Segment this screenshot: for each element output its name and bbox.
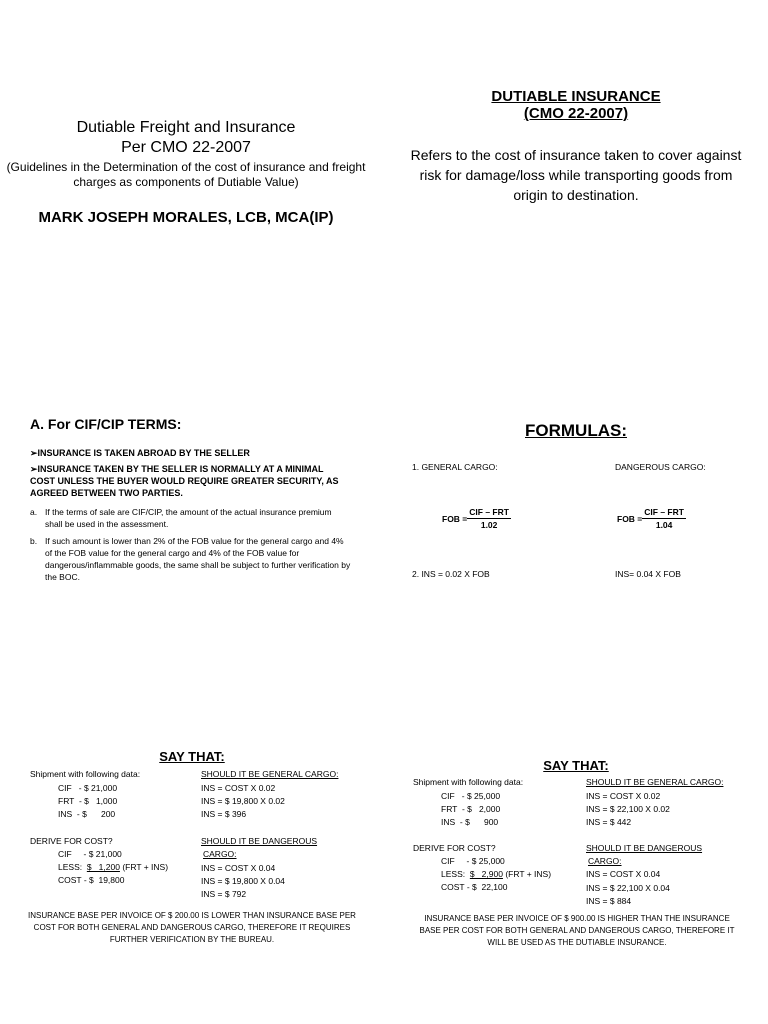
less-amount: $ 1,200 xyxy=(86,862,120,872)
dangerous-heading-2: CARGO: xyxy=(203,849,237,859)
denominator-general: 1.02 xyxy=(480,520,498,530)
denominator-dangerous: 1.04 xyxy=(655,520,673,530)
author-name: MARK JOSEPH MORALES, LCB, MCA(IP) xyxy=(38,209,334,226)
ins-value: INS - $ 200 xyxy=(58,809,116,819)
derive-cif: CIF - $ 25,000 xyxy=(441,856,505,866)
dangerous-heading-1: SHOULD IT BE DANGEROUS xyxy=(201,836,318,846)
dangerous-line-2: INS = $ 22,100 X 0.04 xyxy=(586,883,670,893)
dangerous-cargo-label: DANGEROUS CARGO: xyxy=(615,462,706,472)
item-a-letter: a. xyxy=(30,507,38,517)
slide-title-line2: Per CMO 22-2007 xyxy=(121,139,251,156)
numerator-dangerous: CIF – FRT xyxy=(644,507,684,517)
slide-example-2 xyxy=(384,682,768,1023)
frt-value: FRT - $ 1,000 xyxy=(58,796,118,806)
slide-example-1 xyxy=(0,682,384,1023)
definition-text: Refers to the cost of insurance taken to cover against risk for damage/loss while transporting goods from origin to destination. xyxy=(410,147,742,203)
slide-title xyxy=(0,0,384,341)
general-line-2: INS = $ 22,100 X 0.02 xyxy=(586,804,670,814)
slide-heading-line1: DUTIABLE INSURANCE xyxy=(491,88,661,105)
derive-label: DERIVE FOR COST? xyxy=(413,843,496,853)
derive-label: DERIVE FOR COST? xyxy=(30,836,113,846)
less-amount: $ 2,900 xyxy=(469,869,503,879)
general-cargo-label: 1. GENERAL CARGO: xyxy=(412,462,498,472)
fraction-general xyxy=(467,507,511,530)
dangerous-heading-2: CARGO: xyxy=(588,856,622,866)
item-a-text: If the terms of sale are CIF/CIP, the amount of the actual insurance premium shall be used in the assessment. xyxy=(45,507,332,529)
example-heading: SAY THAT: xyxy=(543,758,609,773)
derive-cost: COST - $ 19,800 xyxy=(58,875,125,885)
bullet-1: ➢INSURANCE IS TAKEN ABROAD BY THE SELLER xyxy=(30,448,250,458)
dangerous-heading-1: SHOULD IT BE DANGEROUS xyxy=(586,843,703,853)
ins-value: INS - $ 900 xyxy=(441,817,499,827)
dangerous-line-1: INS = COST X 0.04 xyxy=(586,869,661,879)
fob-label-dangerous: FOB = xyxy=(617,513,643,524)
dangerous-line-2: INS = $ 19,800 X 0.04 xyxy=(201,876,285,886)
shipment-label: Shipment with following data: xyxy=(30,769,141,779)
ins-general-formula: 2. INS = 0.02 X FOB xyxy=(412,569,490,579)
dangerous-line-3: INS = $ 884 xyxy=(586,896,632,906)
dangerous-line-3: INS = $ 792 xyxy=(201,889,247,899)
numerator-general: CIF – FRT xyxy=(469,507,509,517)
slide-subtitle: (Guidelines in the Determination of the cost of insurance and freight charges as components of Dutiable Value) xyxy=(6,160,366,189)
general-line-3: INS = $ 442 xyxy=(586,817,632,827)
general-line-1: INS = COST X 0.02 xyxy=(586,791,661,801)
example-conclusion: INSURANCE BASE PER INVOICE OF $ 900.00 IS HIGHER THAN THE INSURANCE BASE PER COST FOR BOTH GENERAL AND DANGEROUS CARGO, THEREFORE IT WILL BE USED AS THE DUTIABLE INSURANCE. xyxy=(419,914,735,947)
slide-dutiable-insurance xyxy=(384,0,768,341)
bullet-2: ➢INSURANCE TAKEN BY THE SELLER IS NORMALLY AT A MINIMAL COST UNLESS THE BUYER WOULD REQUIRE GREATER SECURITY, AS AGREED BETWEEN TWO PARTIES. xyxy=(30,464,339,498)
derive-cost: COST - $ 22,100 xyxy=(441,882,508,892)
less-label: LESS: xyxy=(58,862,83,872)
derive-less xyxy=(58,861,168,873)
frt-value: FRT - $ 2,000 xyxy=(441,804,501,814)
less-description: (FRT + INS) xyxy=(122,862,169,872)
section-heading: A. For CIF/CIP TERMS: xyxy=(30,416,182,432)
less-description: (FRT + INS) xyxy=(505,869,552,879)
bullet-1-text: INSURANCE IS TAKEN ABROAD BY THE SELLER xyxy=(37,448,250,458)
fob-label-general: FOB = xyxy=(442,513,468,524)
derive-cif: CIF - $ 21,000 xyxy=(58,849,122,859)
item-b xyxy=(30,535,352,583)
general-line-3: INS = $ 396 xyxy=(201,809,247,819)
slide-formulas xyxy=(384,341,768,682)
fraction-dangerous xyxy=(642,507,686,530)
derive-less xyxy=(441,868,551,880)
dangerous-line-1: INS = COST X 0.04 xyxy=(201,863,276,873)
slide-heading-line2: (CMO 22-2007) xyxy=(523,105,629,122)
item-b-letter: b. xyxy=(30,536,38,546)
formulas-heading: FORMULAS: xyxy=(525,421,627,440)
item-b-text: If such amount is lower than 2% of the FOB value for the general cargo and 4% of the FOB value for the general cargo and 4% of the FOB value for dangerous/inflammable goods, the same shall be subject to further verification by the BOC. xyxy=(45,536,351,582)
example-conclusion: INSURANCE BASE PER INVOICE OF $ 200.00 IS LOWER THAN INSURANCE BASE PER COST FOR BOTH GENERAL AND DANGEROUS CARGO, THEREFORE IT REQUIRES FURTHER VERIFICATION BY THE BUREAU. xyxy=(28,911,356,944)
general-line-1: INS = COST X 0.02 xyxy=(201,783,276,793)
slide-cif-terms xyxy=(0,341,384,682)
slide-title-line1: Dutiable Freight and Insurance xyxy=(76,119,296,136)
formula-general xyxy=(442,507,511,530)
cif-value: CIF - $ 21,000 xyxy=(58,783,118,793)
ins-dangerous-formula: INS= 0.04 X FOB xyxy=(615,569,681,579)
bullet-2-text: INSURANCE TAKEN BY THE SELLER IS NORMALLY AT A MINIMAL COST UNLESS THE BUYER WOULD REQUIRE GREATER SECURITY, AS AGREED BETWEEN TWO PARTIES. xyxy=(30,464,339,498)
general-line-2: INS = $ 19,800 X 0.02 xyxy=(201,796,285,806)
cif-value: CIF - $ 25,000 xyxy=(441,791,501,801)
formula-dangerous xyxy=(617,507,686,530)
shipment-label: Shipment with following data: xyxy=(413,777,524,787)
general-cargo-heading: SHOULD IT BE GENERAL CARGO: xyxy=(586,777,724,787)
example-heading: SAY THAT: xyxy=(159,749,225,764)
item-a xyxy=(30,506,350,530)
less-label: LESS: xyxy=(441,869,466,879)
general-cargo-heading: SHOULD IT BE GENERAL CARGO: xyxy=(201,769,339,779)
